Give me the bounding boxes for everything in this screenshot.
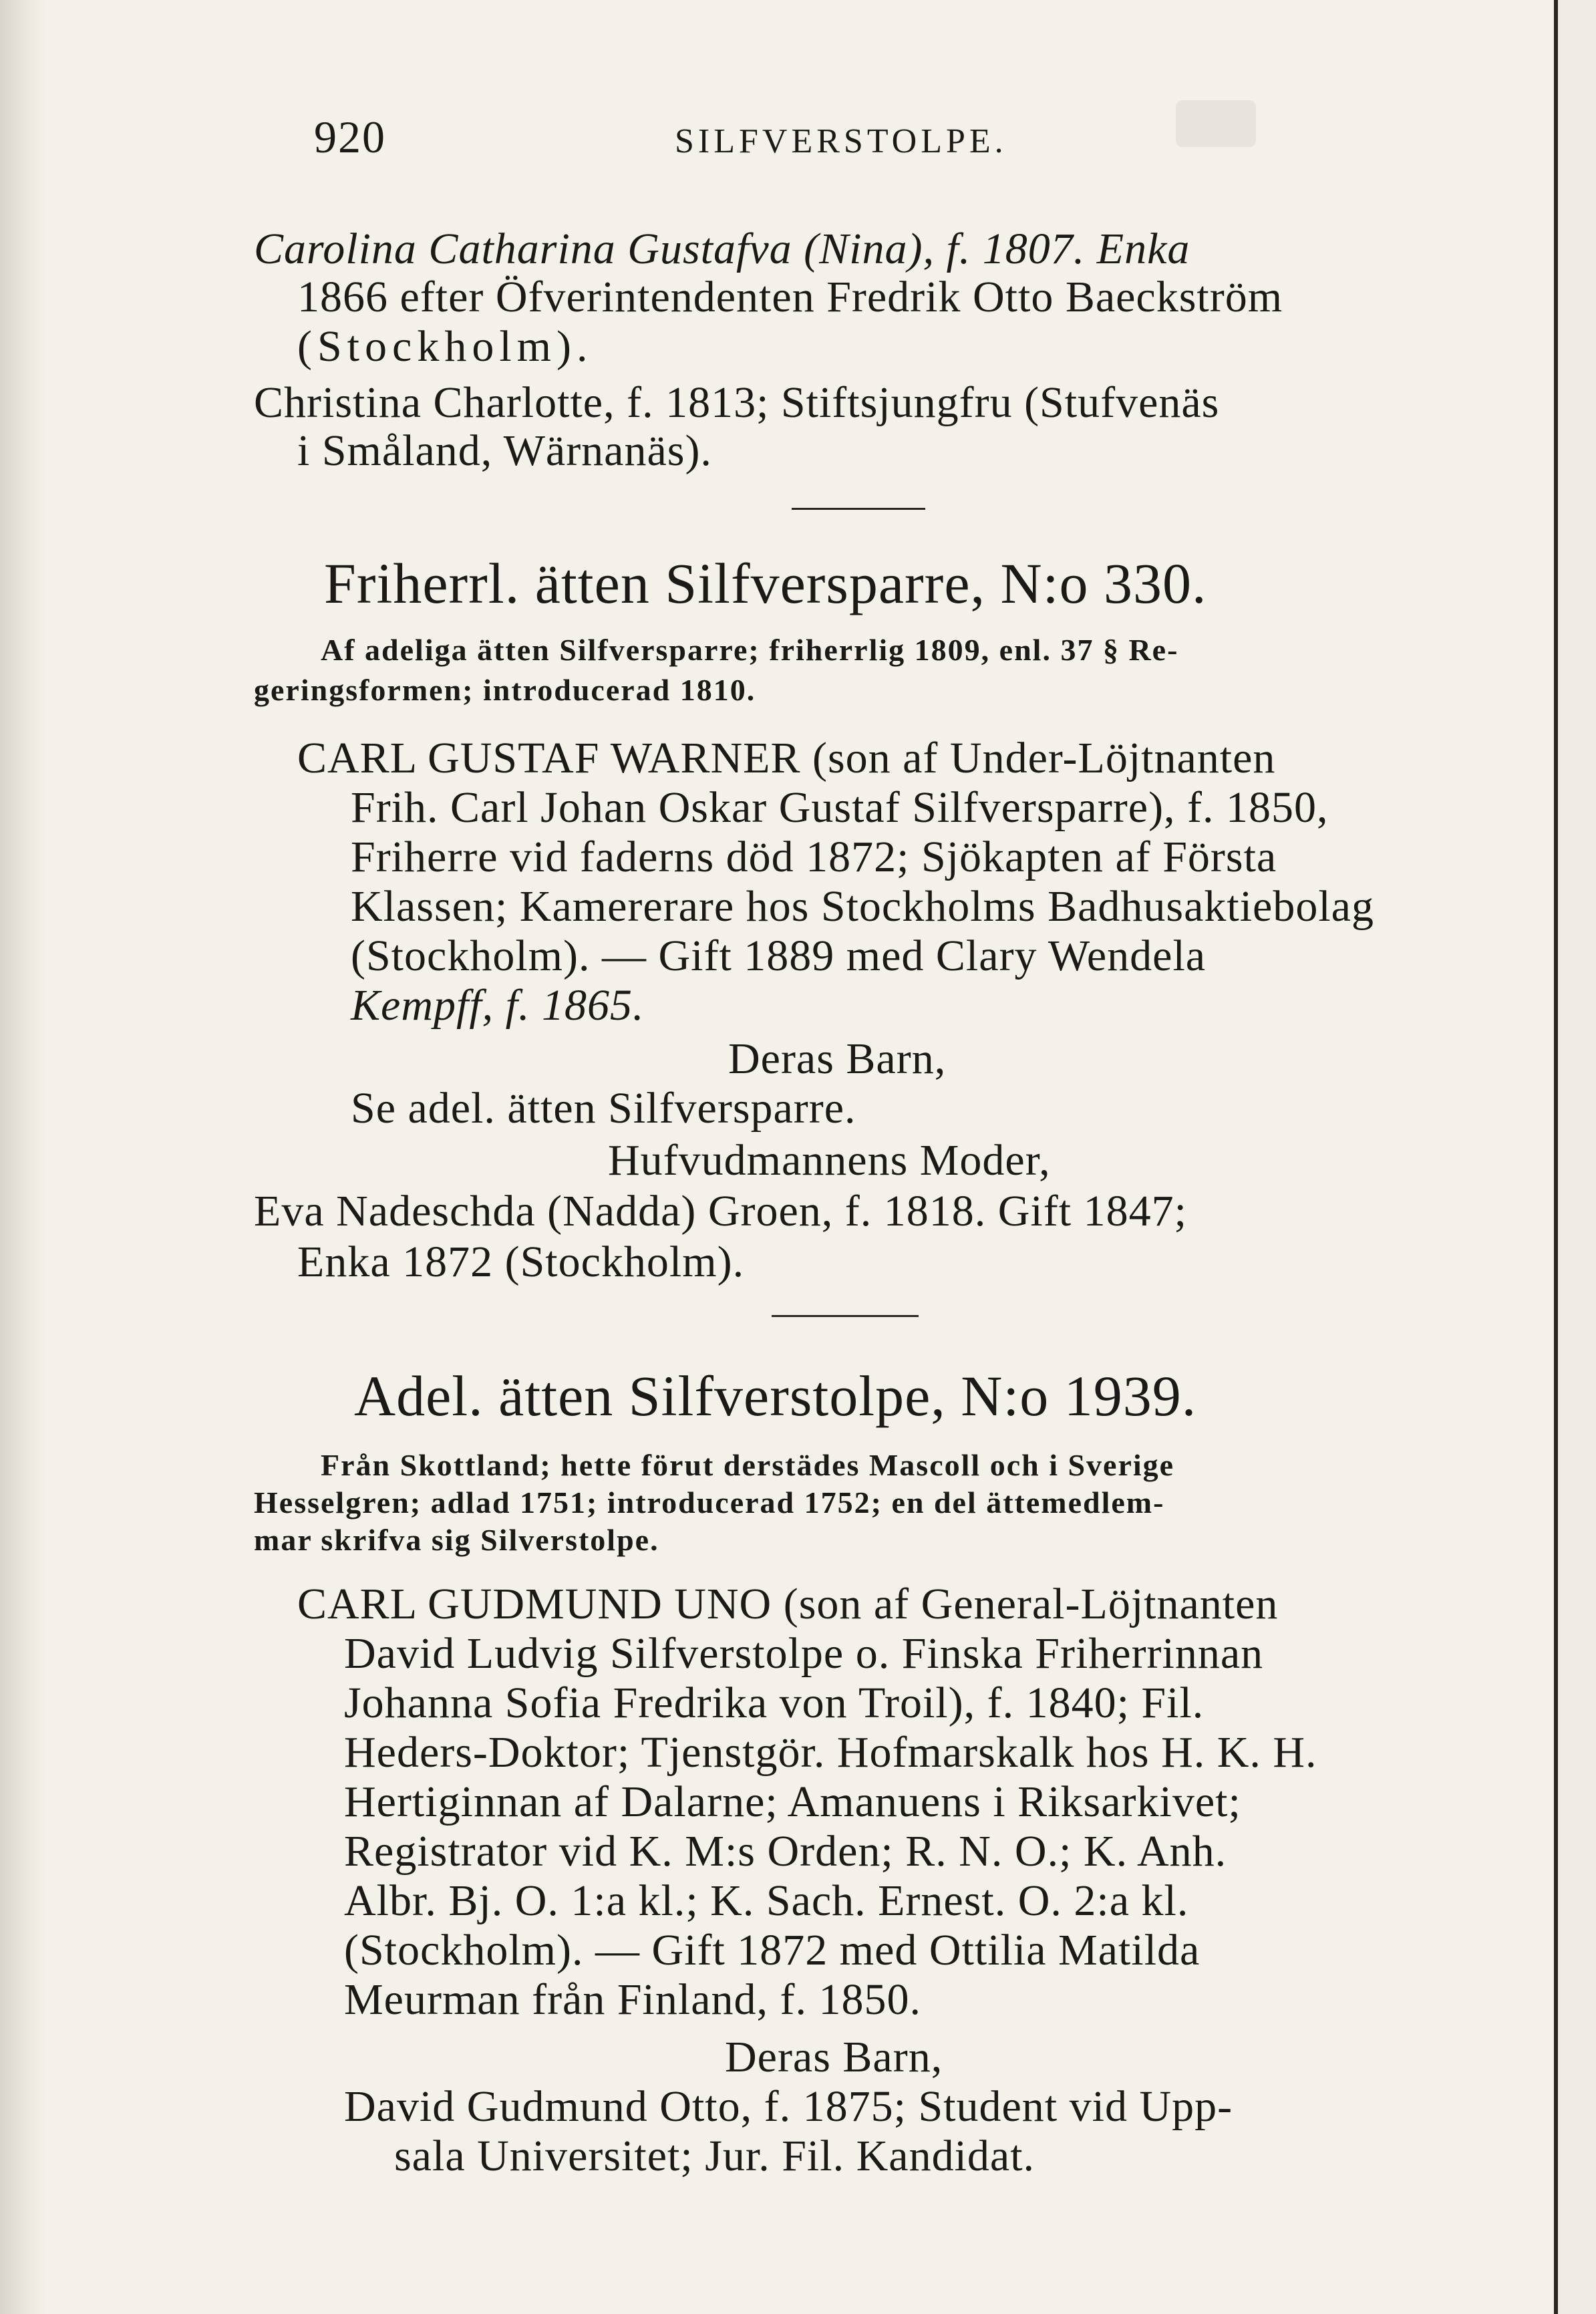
text-line: Af adeliga ätten Silfversparre; friherrlig 1809, enl. 37 § Re-	[321, 633, 1179, 667]
text-line: Albr. Bj. O. 1:a kl.; K. Sach. Ernest. O. 2:a kl.	[344, 1876, 1189, 1925]
text-line: David Ludvig Silfverstolpe o. Finska Friherrinnan	[344, 1629, 1264, 1678]
text-line: Meurman från Finland, f. 1850.	[344, 1975, 921, 2024]
text-line: Hufvudmannens Moder,	[608, 1136, 1051, 1185]
text-line: Eva Nadeschda (Nadda) Groen, f. 1818. Gift 1847;	[254, 1187, 1187, 1236]
text-line: mar skrifva sig Silverstolpe.	[254, 1523, 659, 1557]
text-line: Carolina Catharina Gustafva (Nina), f. 1807. Enka	[254, 225, 1190, 273]
text-line: Heders-Doktor; Tjenstgör. Hofmarskalk hos H. K. H.	[344, 1728, 1317, 1777]
text-line: 1866 efter Öfverintendenten Fredrik Otto Baeckström	[297, 273, 1283, 321]
text-line: Hertiginnan af Dalarne; Amanuens i Riksarkivet;	[344, 1777, 1241, 1826]
text-line: (Stockholm). — Gift 1872 med Ottilia Matilda	[344, 1926, 1201, 1975]
section-heading: Friherrl. ätten Silfversparre, N:o 330.	[324, 551, 1207, 615]
text-line: Klassen; Kamererare hos Stockholms Badhusaktiebolag	[351, 882, 1374, 931]
page-number: 920	[314, 112, 386, 162]
text-line: Från Skottland; hette förut derstädes Mascoll och i Sverige	[321, 1448, 1175, 1482]
page-header	[314, 111, 1383, 171]
page-edge-left	[0, 0, 47, 2314]
section-heading: Adel. ätten Silfverstolpe, N:o 1939.	[354, 1364, 1197, 1428]
text-line: sala Universitet; Jur. Fil. Kandidat.	[394, 2132, 1035, 2180]
section-separator	[792, 508, 925, 510]
text-line: Kempff, f. 1865.	[351, 981, 645, 1030]
text-line: Friherre vid faderns död 1872; Sjökapten af Första	[351, 833, 1277, 881]
text-line: Deras Barn,	[728, 1034, 947, 1083]
text-line: i Småland, Wärnanäs).	[297, 426, 712, 475]
text-line: Se adel. ätten Silfversparre.	[351, 1084, 856, 1133]
page-edge-right	[1558, 0, 1596, 2314]
text-line: Registrator vid K. M:s Orden; R. N. O.; K. Anh.	[344, 1827, 1227, 1876]
text-line: Christina Charlotte, f. 1813; Stiftsjungfru (Stufvenäs	[254, 378, 1220, 427]
text-line: Hesselgren; adlad 1751; introducerad 1752; en del ättemedlem-	[254, 1485, 1165, 1520]
text-line: Deras Barn,	[725, 2033, 943, 2081]
text-line: (Stockholm).	[297, 322, 593, 371]
text-line: Johanna Sofia Fredrika von Troil), f. 1840; Fil.	[344, 1679, 1205, 1727]
text-line: CARL GUDMUND UNO (son af General-Löjtnanten	[297, 1580, 1279, 1628]
section-separator	[772, 1315, 919, 1317]
running-head: SILFVERSTOLPE.	[675, 122, 1007, 160]
text-line: David Gudmund Otto, f. 1875; Student vid Upp-	[344, 2082, 1233, 2131]
text-line: CARL GUSTAF WARNER (son af Under-Löjtnanten	[297, 734, 1276, 782]
text-line: (Stockholm). — Gift 1889 med Clary Wendela	[351, 931, 1207, 980]
text-line: Enka 1872 (Stockholm).	[297, 1238, 745, 1286]
text-line: Frih. Carl Johan Oskar Gustaf Silfversparre), f. 1850,	[351, 783, 1329, 832]
text-line: geringsformen; introducerad 1810.	[254, 673, 756, 707]
